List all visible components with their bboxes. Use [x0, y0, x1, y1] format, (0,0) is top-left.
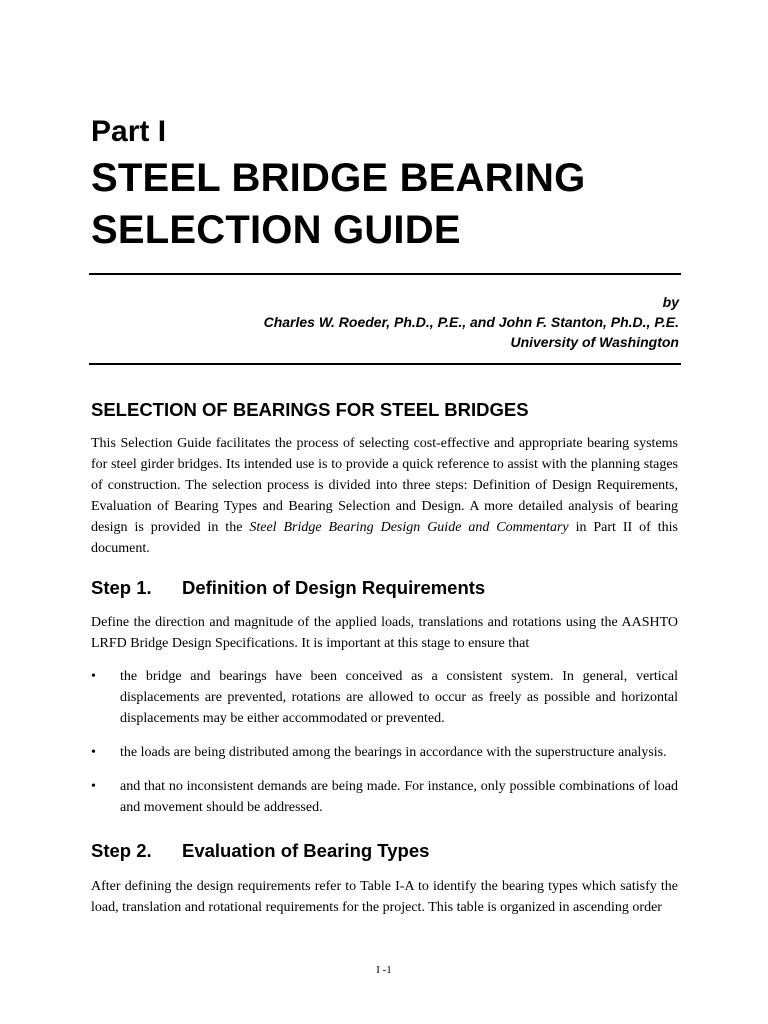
section-heading: SELECTION OF BEARINGS FOR STEEL BRIDGES	[91, 399, 529, 420]
author-block	[264, 292, 679, 352]
step2-number: Step 2.	[91, 840, 152, 861]
page-number: I -1	[376, 964, 392, 976]
bullet-text: and that no inconsistent demands are being made. For instance, only possible combinations of load and movement should be addressed.	[120, 779, 678, 815]
bullet-icon: •	[91, 745, 96, 760]
bullet-text: the loads are being distributed among the bearings in accordance with the superstructure analysis.	[120, 745, 667, 760]
intro-text-after: in Part II of this document.	[91, 520, 678, 556]
bottom-divider	[89, 363, 681, 365]
author-names: Charles W. Roeder, Ph.D., P.E., and John F. Stanton, Ph.D., P.E.	[263, 314, 679, 330]
title-line-2: SELECTION GUIDE	[91, 208, 461, 252]
intro-paragraph	[91, 433, 678, 559]
part-label: Part I	[91, 115, 167, 148]
list-item	[91, 776, 678, 818]
top-divider	[89, 273, 681, 275]
bullet-icon: •	[91, 669, 96, 684]
document-title	[91, 152, 585, 256]
list-item	[91, 742, 678, 763]
title-line-1: STEEL BRIDGE BEARING	[91, 156, 586, 200]
step2-paragraph: After defining the design requirements refer to Table I-A to identify the bearing types which satisfy the load, translation and rotational requirements for the project. This table is organized in ascending order	[91, 879, 678, 915]
list-item	[91, 666, 678, 729]
step1-title: Definition of Design Requirements	[182, 577, 486, 598]
bullet-icon: •	[91, 779, 96, 794]
step2-title: Evaluation of Bearing Types	[182, 840, 430, 861]
intro-reference-title: Steel Bridge Bearing Design Guide and Commentary	[249, 520, 569, 535]
step1-number: Step 1.	[91, 577, 152, 598]
intro-text-before: This Selection Guide facilitates the process of selecting cost-effective and appropriate bearing systems for steel girder bridges. Its intended use is to provide a quick reference to assist with the planning stages of construction. The selection process is divided into three steps: Definition of Design Requirements, Evaluation of Bearing Types and Bearing Selection and Design. A more detailed analysis of bearing design is provided in the	[91, 436, 678, 535]
author-affiliation: University of Washington	[510, 334, 679, 350]
step2-heading	[91, 839, 429, 863]
by-line: by	[662, 294, 679, 310]
step1-heading	[91, 576, 485, 600]
bullet-text: the bridge and bearings have been conceived as a consistent system. In general, vertical displacements are prevented, rotations are allowed to occur as freely as possible and horizontal displacements may be either accommodated or prevented.	[120, 669, 678, 726]
step1-paragraph: Define the direction and magnitude of the applied loads, translations and rotations using the AASHTO LRFD Bridge Design Specifications. It is important at this stage to ensure that	[91, 615, 678, 651]
